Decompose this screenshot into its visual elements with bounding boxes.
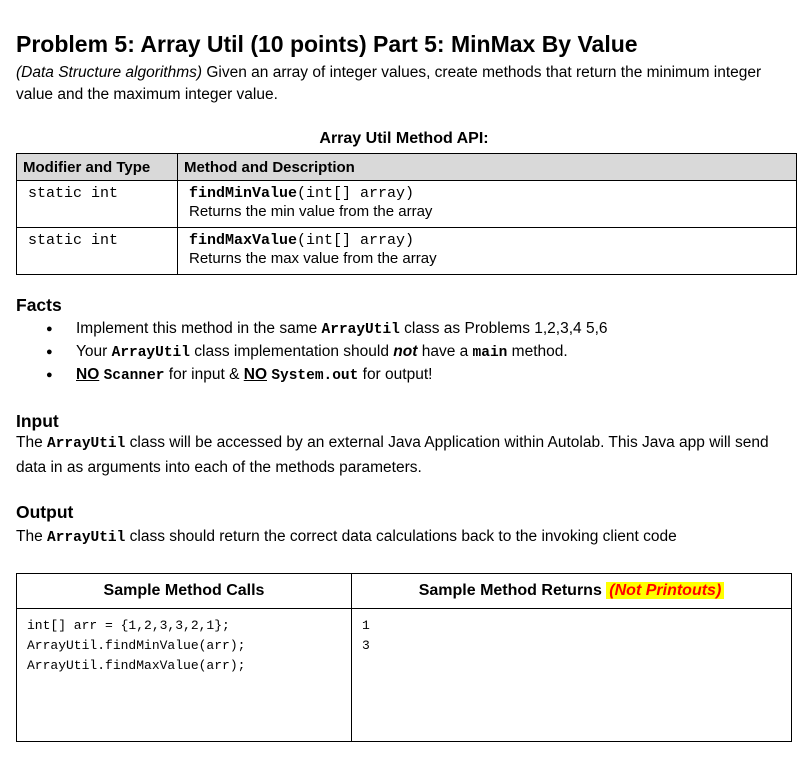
api-header-row <box>17 154 797 181</box>
api-header-method: Method and Description <box>178 154 797 181</box>
sample-returns-cell <box>352 609 792 742</box>
sample-header-row <box>17 574 792 609</box>
facts-list <box>46 318 608 387</box>
fact-item: ● Implement this method in the same ArrayUtil class as Problems 1,2,3,4 5,6 <box>46 318 608 341</box>
method-description: Returns the min value from the array <box>189 203 433 220</box>
return-value: 1 <box>362 618 370 633</box>
method-name: findMaxValue <box>189 232 298 249</box>
fact-item: ● NO Scanner for input & NO System.out for output! <box>46 364 608 387</box>
sample-table <box>16 573 792 742</box>
page-title: Problem 5: Array Util (10 points) Part 5: MinMax By Value <box>16 31 638 57</box>
api-modifier: static int <box>17 181 178 228</box>
intro-paragraph <box>16 62 796 106</box>
not-printouts-note: (Not Printouts) <box>606 582 724 599</box>
code-line: ArrayUtil.findMinValue(arr); <box>27 638 246 653</box>
intro-text: Given an array of integer values, create methods that return the minimum integer value and the maximum integer value. <box>16 64 762 103</box>
facts-heading: Facts <box>16 295 62 315</box>
intro-italic: (Data Structure algorithms) <box>16 64 203 81</box>
api-row <box>17 181 797 228</box>
sample-calls-header: Sample Method Calls <box>17 574 352 609</box>
api-modifier: static int <box>17 228 178 275</box>
input-heading: Input <box>16 411 59 431</box>
api-header-modifier: Modifier and Type <box>17 154 178 181</box>
fact-item: ● Your ArrayUtil class implementation should not have a main method. <box>46 341 608 364</box>
api-table <box>16 153 797 275</box>
method-name: findMinValue <box>189 185 298 202</box>
sample-body-row <box>17 609 792 742</box>
return-value: 3 <box>362 638 370 653</box>
code-line: ArrayUtil.findMaxValue(arr); <box>27 658 246 673</box>
api-title: Array Util Method API: <box>319 130 489 147</box>
method-params: (int[] array) <box>297 232 415 249</box>
method-params: (int[] array) <box>297 185 415 202</box>
api-method-cell <box>178 181 797 228</box>
method-description: Returns the max value from the array <box>189 250 437 267</box>
code-line: int[] arr = {1,2,3,3,2,1}; <box>27 618 230 633</box>
input-paragraph: The ArrayUtil class will be accessed by an external Java Application within Autolab. This Java app will send data in as arguments into each of the methods parameters. <box>16 434 769 476</box>
output-paragraph: The ArrayUtil class should return the correct data calculations back to the invoking client code <box>16 528 677 546</box>
api-row <box>17 228 797 275</box>
api-method-cell <box>178 228 797 275</box>
output-heading: Output <box>16 502 74 522</box>
sample-calls-cell <box>17 609 352 742</box>
sample-returns-header: Sample Method Returns (Not Printouts) <box>352 574 792 609</box>
